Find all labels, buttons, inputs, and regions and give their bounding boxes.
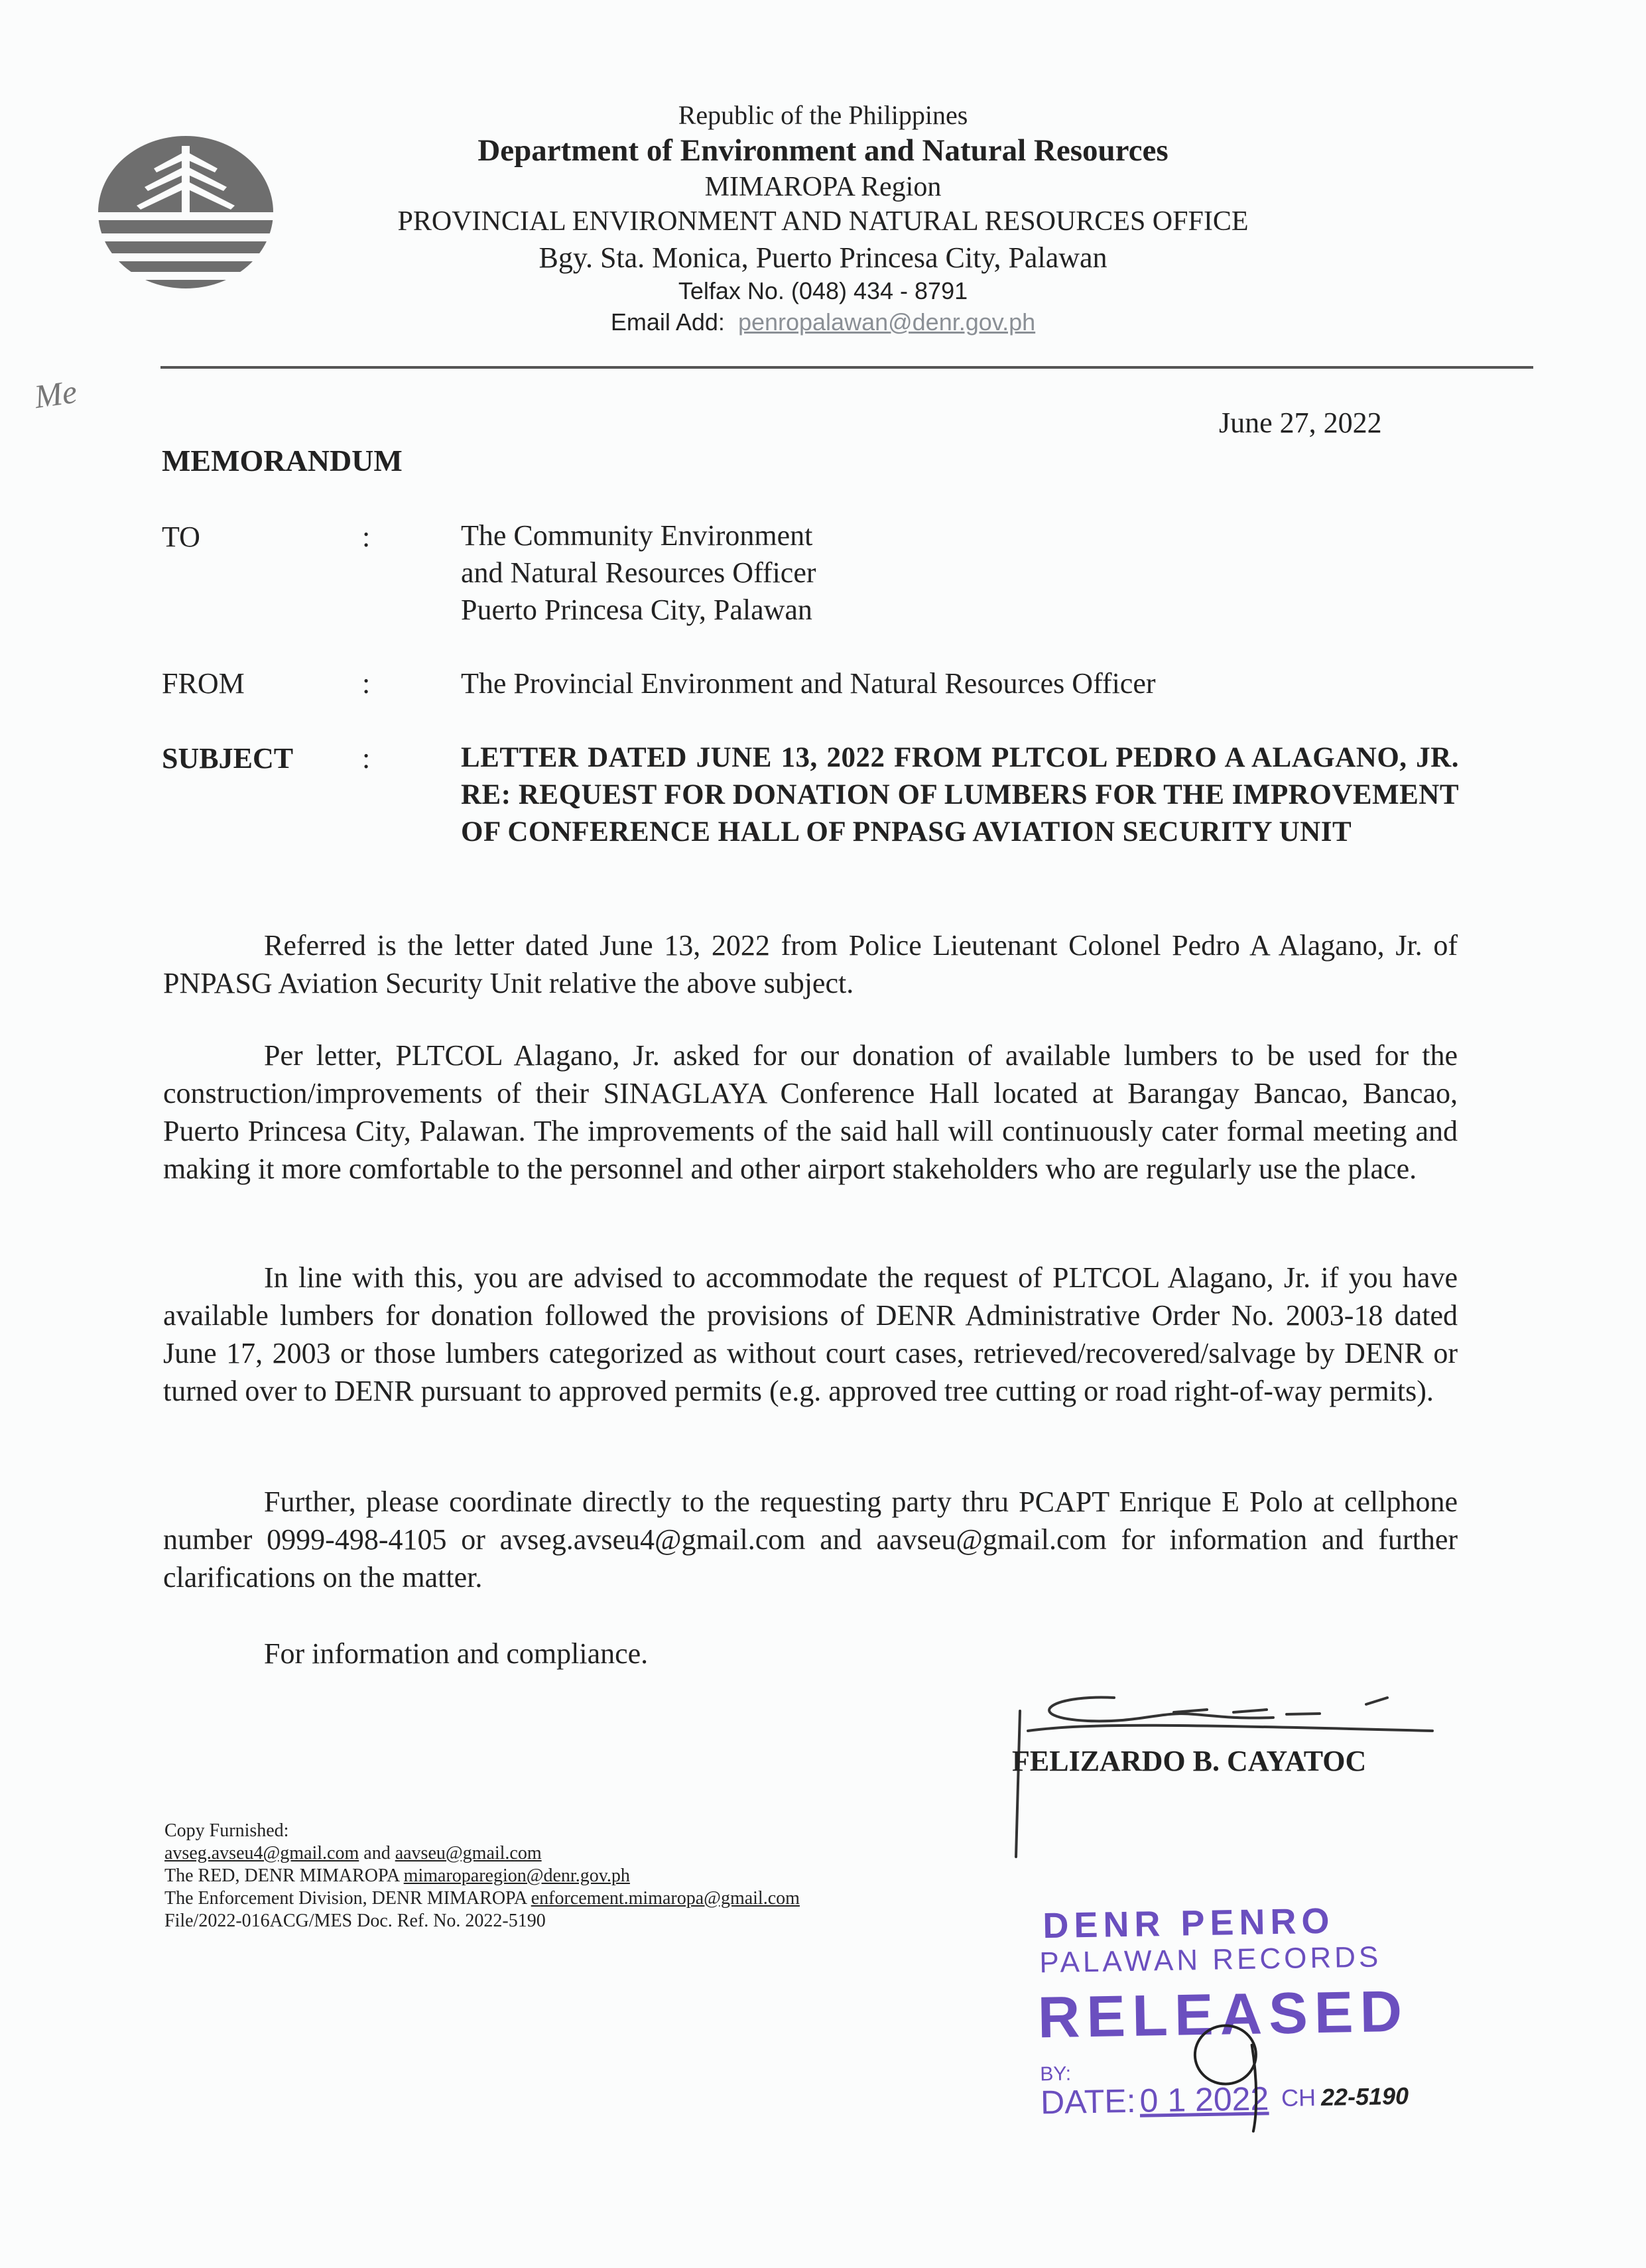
body-paragraph-4-text: Further, please coordinate directly to the requesting party thru PCAPT Enrique E Polo at cellphone number 0999-498-4105 or avseg.avseu4@gmail.com and aavseu@gmail.com for information and further clarifications on the matter. xyxy=(163,1485,1458,1594)
copy-furnished-block xyxy=(164,1820,800,1932)
copy-furnished-label: Copy Furnished: xyxy=(164,1820,289,1841)
to-line-1: The Community Environment xyxy=(461,519,813,552)
cc-email-mimaroparegion[interactable]: mimaroparegion@denr.gov.ph xyxy=(403,1865,630,1886)
cc-email-avseg[interactable]: avseg.avseu4@gmail.com xyxy=(164,1843,359,1863)
to-colon: : xyxy=(362,521,371,553)
letterhead-office: PROVINCIAL ENVIRONMENT AND NATURAL RESOURCES OFFICE xyxy=(397,206,1249,237)
letterhead-email-line xyxy=(0,308,1646,336)
email-label: Email Add: xyxy=(610,308,725,336)
stamp-date-label: DATE: xyxy=(1040,2082,1137,2121)
copy-furnished-line-1 xyxy=(164,1842,800,1865)
body-paragraph-1 xyxy=(163,926,1458,1002)
body-paragraph-3 xyxy=(163,1259,1458,1410)
records-released-stamp xyxy=(1036,1899,1451,2145)
letterhead-address: Bgy. Sta. Monica, Puerto Princesa City, Palawan xyxy=(538,241,1108,274)
cc-red-text: The RED, DENR MIMAROPA xyxy=(164,1865,399,1886)
stamp-line-2: PALAWAN RECORDS xyxy=(1039,1940,1382,1980)
body-paragraph-1-text: Referred is the letter dated June 13, 2022 from Police Lieutenant Colonel Pedro A Alagano, Jr. of PNPASG Aviation Security Unit relative the above subject. xyxy=(163,929,1458,999)
cc-enforcement-text: The Enforcement Division, DENR MIMAROPA xyxy=(164,1888,527,1909)
to-line-3: Puerto Princesa City, Palawan xyxy=(461,594,812,626)
stamp-ch-value: 22-5190 xyxy=(1320,2082,1409,2111)
subject-colon: : xyxy=(362,742,371,775)
handwritten-signature xyxy=(1008,1684,1439,1877)
stamp-ch-label: CH xyxy=(1281,2084,1316,2112)
signatory-name: FELIZARDO B. CAYATOC xyxy=(1012,1745,1367,1777)
document-type: MEMORANDUM xyxy=(162,444,403,477)
letterhead-telfax: Telfax No. (048) 434 - 8791 xyxy=(678,277,968,304)
cc-email-aavseu[interactable]: aavseu@gmail.com xyxy=(395,1843,542,1863)
body-paragraph-5-text: For information and compliance. xyxy=(264,1637,649,1670)
from-label: FROM xyxy=(162,667,245,700)
body-paragraph-5 xyxy=(163,1635,1458,1672)
letterhead-region: MIMAROPA Region xyxy=(704,172,942,202)
stamp-line-1: DENR PENRO xyxy=(1042,1901,1335,1946)
copy-furnished-line-2 xyxy=(164,1865,800,1887)
body-paragraph-4 xyxy=(163,1483,1458,1596)
margin-initials: Me xyxy=(32,372,80,416)
memo-date: June 27, 2022 xyxy=(1219,407,1382,439)
stamp-line-3: RELEASED xyxy=(1037,1978,1409,2050)
body-paragraph-3-text: In line with this, you are advised to accommodate the request of PLTCOL Alagano, Jr. if you have available lumbers for donation followed the provisions of DENR Administrative Order No. 2003-18 dated June 17, 2003 or those lumbers categorized as without court cases, retrieved/recovered/salvage by DENR or turned over to DENR pursuant to approved permits (e.g. approved tree cutting or road right-of-way permits). xyxy=(163,1261,1458,1407)
body-paragraph-2 xyxy=(163,1037,1458,1188)
stamp-by: BY: xyxy=(1040,2062,1072,2086)
cc-and: and xyxy=(363,1843,391,1863)
stamp-initials-scribble xyxy=(1176,1981,1285,2135)
to-line-2: and Natural Resources Officer xyxy=(461,556,816,589)
copy-furnished-line-3 xyxy=(164,1887,800,1910)
subject-label: SUBJECT xyxy=(162,742,294,775)
letterhead-department: Department of Environment and Natural Resources xyxy=(477,133,1169,168)
copy-furnished-line-4: File/2022-016ACG/MES Doc. Ref. No. 2022-5190 xyxy=(164,1911,546,1931)
to-recipient xyxy=(461,517,816,629)
subject-value: LETTER DATED JUNE 13, 2022 FROM PLTCOL PEDRO A ALAGANO, JR. RE: REQUEST FOR DONATION OF LUMBERS FOR THE IMPROVEMENT OF CONFERENCE HALL OF PNPASG AVIATION SECURITY UNIT xyxy=(461,742,1459,848)
from-value: The Provincial Environment and Natural Resources Officer xyxy=(461,667,1156,700)
header-divider xyxy=(160,366,1533,369)
body-paragraph-2-text: Per letter, PLTCOL Alagano, Jr. asked for our donation of available lumbers to be used for the construction/improvements of their SINAGLAYA Conference Hall located at Barangay Bancao, Bancao, Puerto Princesa City, Palawan. The improvements of the said hall will continuously cater formal meeting and making it more comfortable to the personnel and other airport stakeholders who are regularly use the place. xyxy=(163,1039,1458,1185)
cc-email-enforcement[interactable]: enforcement.mimaropa@gmail.com xyxy=(531,1888,800,1909)
stamp-date-value: 0 1 2022 xyxy=(1139,2080,1269,2119)
stamp-ch-line xyxy=(1281,2082,1409,2112)
office-email-link[interactable]: penropalawan@denr.gov.ph xyxy=(737,308,1036,336)
letterhead-republic: Republic of the Philippines xyxy=(678,100,968,130)
to-label: TO xyxy=(162,521,200,553)
from-colon: : xyxy=(362,667,371,700)
